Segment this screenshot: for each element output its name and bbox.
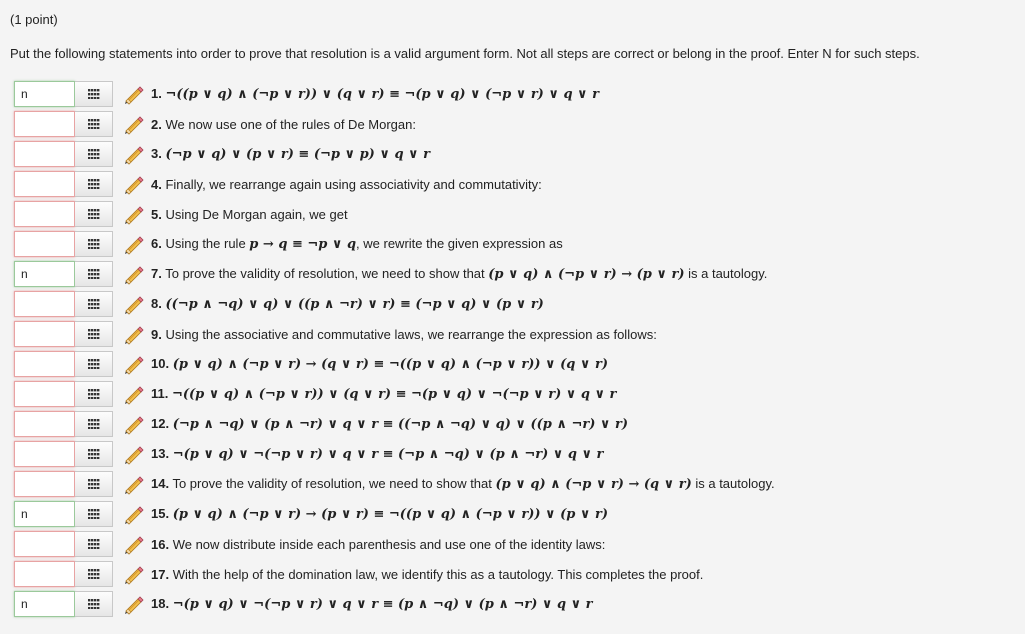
order-input[interactable] xyxy=(14,291,75,317)
statement-row xyxy=(14,409,775,439)
statement-row xyxy=(14,439,775,469)
statement-number: 18. xyxy=(151,596,170,611)
statement-phrase: Using the rule xyxy=(165,236,250,251)
statement-text xyxy=(151,416,628,432)
pencil-icon xyxy=(123,233,145,255)
pencil-icon xyxy=(123,563,145,585)
pencil-icon xyxy=(123,533,145,555)
statement-row xyxy=(14,499,775,529)
order-input[interactable] xyxy=(14,111,75,137)
statement-number: 4. xyxy=(151,176,162,192)
statement-text xyxy=(151,266,767,282)
statement-row xyxy=(14,229,775,259)
statement-row xyxy=(14,79,775,109)
math-expression: (¬p ∧ ¬q) ∨ (p ∧ ¬r) ∨ q ∨ r ≡ ((¬p ∧ ¬q) ∨ q) ∨ ((p ∧ ¬r) ∨ r) xyxy=(172,417,629,432)
order-input[interactable] xyxy=(14,321,75,347)
number-picker-button[interactable] xyxy=(75,591,113,617)
pencil-icon xyxy=(123,143,145,165)
statement-row xyxy=(14,109,775,139)
pencil-icon xyxy=(123,443,145,465)
math-expression: ¬((p ∨ q) ∧ (¬p ∨ r)) ∨ (q ∨ r) ≡ ¬(p ∨ q) ∨ (¬p ∨ r) ∨ q ∨ r xyxy=(165,87,599,102)
math-expression: (p ∨ q) ∧ (¬p ∨ r) → (p ∨ r) ≡ ¬((p ∨ q) ∧ (¬p ∨ r)) ∨ (p ∨ r) xyxy=(172,507,608,522)
grid-icon xyxy=(88,539,100,549)
statement-phrase: To prove the validity of resolution, we need to show that xyxy=(172,476,496,491)
order-input[interactable] xyxy=(14,531,75,557)
number-picker-button[interactable] xyxy=(75,201,113,227)
pencil-icon xyxy=(123,503,145,525)
statement-text xyxy=(151,177,542,192)
statement-text xyxy=(151,86,599,102)
order-input[interactable] xyxy=(14,441,75,467)
statement-number: 15. xyxy=(151,506,170,521)
pencil-icon xyxy=(123,83,145,105)
statement-row xyxy=(14,289,775,319)
statement-phrase: Using De Morgan again, we get xyxy=(165,206,348,222)
statement-number: 10. xyxy=(151,356,170,371)
number-picker-button[interactable] xyxy=(75,291,113,317)
statement-number: 13. xyxy=(151,446,170,461)
order-input[interactable] xyxy=(14,501,75,527)
statement-text xyxy=(151,476,775,492)
math-expression: (p ∨ q) ∧ (¬p ∨ r) → (q ∨ r) xyxy=(495,477,692,492)
grid-icon xyxy=(88,299,100,309)
math-expression: p → q ≡ ¬p ∨ q xyxy=(249,237,357,252)
statement-text xyxy=(151,207,348,222)
statement-phrase: We now distribute inside each parenthesis and use one of the identity laws: xyxy=(172,536,606,552)
math-expression: ((¬p ∧ ¬q) ∨ q) ∨ ((p ∧ ¬r) ∨ r) ≡ (¬p ∨ q) ∨ (p ∨ r) xyxy=(165,297,544,312)
statement-number: 8. xyxy=(151,296,162,311)
statement-phrase: is a tautology. xyxy=(691,476,775,491)
statement-row xyxy=(14,349,775,379)
statement-number: 9. xyxy=(151,326,162,342)
grid-icon xyxy=(88,479,100,489)
statement-number: 12. xyxy=(151,416,170,431)
statement-number: 16. xyxy=(151,536,170,552)
statement-number: 2. xyxy=(151,116,162,132)
number-picker-button[interactable] xyxy=(75,111,113,137)
grid-icon xyxy=(88,389,100,399)
pencil-icon xyxy=(123,593,145,615)
grid-icon xyxy=(88,509,100,519)
math-expression: ¬(p ∨ q) ∨ ¬(¬p ∨ r) ∨ q ∨ r ≡ (p ∧ ¬q) ∨ (p ∧ ¬r) ∨ q ∨ r xyxy=(172,597,593,612)
order-input[interactable] xyxy=(14,201,75,227)
pencil-icon xyxy=(123,323,145,345)
math-expression: ¬((p ∨ q) ∧ (¬p ∨ r)) ∨ (q ∨ r) ≡ ¬(p ∨ q) ∨ ¬(¬p ∨ r) ∨ q ∨ r xyxy=(171,387,617,402)
order-input[interactable] xyxy=(14,561,75,587)
statement-number: 3. xyxy=(151,146,162,161)
statement-row xyxy=(14,379,775,409)
statement-phrase: With the help of the domination law, we identify this as a tautology. This completes the proof. xyxy=(172,566,704,582)
grid-icon xyxy=(88,269,100,279)
statement-text xyxy=(151,296,544,312)
number-picker-button[interactable] xyxy=(75,381,113,407)
number-picker-button[interactable] xyxy=(75,441,113,467)
number-picker-button[interactable] xyxy=(75,231,113,257)
grid-icon xyxy=(88,179,100,189)
math-expression: (p ∨ q) ∧ (¬p ∨ r) → (q ∨ r) ≡ ¬((p ∨ q) ∧ (¬p ∨ r)) ∨ (q ∨ r) xyxy=(172,357,608,372)
statement-number: 14. xyxy=(151,476,170,491)
grid-icon xyxy=(88,239,100,249)
grid-icon xyxy=(88,449,100,459)
grid-icon xyxy=(88,419,100,429)
statement-list xyxy=(14,79,775,619)
grid-icon xyxy=(88,359,100,369)
grid-icon xyxy=(88,149,100,159)
statement-text xyxy=(151,537,605,552)
number-picker-button[interactable] xyxy=(75,321,113,347)
statement-number: 11. xyxy=(151,386,169,401)
statement-text xyxy=(151,386,616,402)
grid-icon xyxy=(88,569,100,579)
pencil-icon xyxy=(123,203,145,225)
statement-number: 17. xyxy=(151,566,170,582)
order-input[interactable] xyxy=(14,81,75,107)
statement-number: 6. xyxy=(151,236,162,251)
statement-text xyxy=(151,356,608,372)
math-expression: ¬(p ∨ q) ∨ ¬(¬p ∨ r) ∨ q ∨ r ≡ (¬p ∧ ¬q) ∨ (p ∧ ¬r) ∨ q ∨ r xyxy=(172,447,604,462)
statement-text xyxy=(151,327,657,342)
statement-text xyxy=(151,567,703,582)
math-expression: (p ∨ q) ∧ (¬p ∨ r) → (p ∨ r) xyxy=(488,267,685,282)
instructions-text: Put the following statements into order to prove that resolution is a valid argument form. Not all steps are correct or belong in the proof. Enter N for such steps. xyxy=(10,46,920,61)
grid-icon xyxy=(88,599,100,609)
statement-row xyxy=(14,169,775,199)
statement-row xyxy=(14,559,775,589)
pencil-icon xyxy=(123,383,145,405)
pencil-icon xyxy=(123,113,145,135)
number-picker-button[interactable] xyxy=(75,171,113,197)
grid-icon xyxy=(88,329,100,339)
statement-phrase: is a tautology. xyxy=(684,266,768,281)
statement-number: 7. xyxy=(151,266,162,281)
order-input[interactable] xyxy=(14,261,75,287)
statement-row xyxy=(14,469,775,499)
order-input[interactable] xyxy=(14,471,75,497)
order-input[interactable] xyxy=(14,171,75,197)
number-picker-button[interactable] xyxy=(75,81,113,107)
statement-number: 1. xyxy=(151,86,162,101)
pencil-icon xyxy=(123,173,145,195)
pencil-icon xyxy=(123,473,145,495)
number-picker-button[interactable] xyxy=(75,141,113,167)
statement-row xyxy=(14,529,775,559)
statement-row xyxy=(14,259,775,289)
statement-row xyxy=(14,319,775,349)
number-picker-button[interactable] xyxy=(75,471,113,497)
grid-icon xyxy=(88,89,100,99)
order-input[interactable] xyxy=(14,381,75,407)
pencil-icon xyxy=(123,353,145,375)
statement-row xyxy=(14,199,775,229)
points-label: (1 point) xyxy=(10,12,58,27)
order-input[interactable] xyxy=(14,351,75,377)
statement-text xyxy=(151,146,430,162)
number-picker-button[interactable] xyxy=(75,561,113,587)
pencil-icon xyxy=(123,413,145,435)
order-input[interactable] xyxy=(14,231,75,257)
order-input[interactable] xyxy=(14,591,75,617)
statement-text xyxy=(151,446,603,462)
pencil-icon xyxy=(123,263,145,285)
grid-icon xyxy=(88,119,100,129)
order-input[interactable] xyxy=(14,141,75,167)
number-picker-button[interactable] xyxy=(75,411,113,437)
statement-row xyxy=(14,139,775,169)
statement-text xyxy=(151,236,563,252)
statement-phrase: Finally, we rearrange again using associativity and commutativity: xyxy=(165,176,542,192)
statement-text xyxy=(151,117,416,132)
number-picker-button[interactable] xyxy=(75,531,113,557)
grid-icon xyxy=(88,209,100,219)
number-picker-button[interactable] xyxy=(75,501,113,527)
statement-text xyxy=(151,506,608,522)
number-picker-button[interactable] xyxy=(75,261,113,287)
statement-phrase: We now use one of the rules of De Morgan: xyxy=(165,116,416,132)
pencil-icon xyxy=(123,293,145,315)
statement-row xyxy=(14,589,775,619)
statement-phrase: Using the associative and commutative laws, we rearrange the expression as follows: xyxy=(165,326,657,342)
statement-number: 5. xyxy=(151,206,162,222)
statement-text xyxy=(151,596,593,612)
statement-phrase: To prove the validity of resolution, we need to show that xyxy=(165,266,489,281)
order-input[interactable] xyxy=(14,411,75,437)
math-expression: (¬p ∨ q) ∨ (p ∨ r) ≡ (¬p ∨ p) ∨ q ∨ r xyxy=(165,147,430,162)
number-picker-button[interactable] xyxy=(75,351,113,377)
statement-phrase: , we rewrite the given expression as xyxy=(356,236,563,251)
